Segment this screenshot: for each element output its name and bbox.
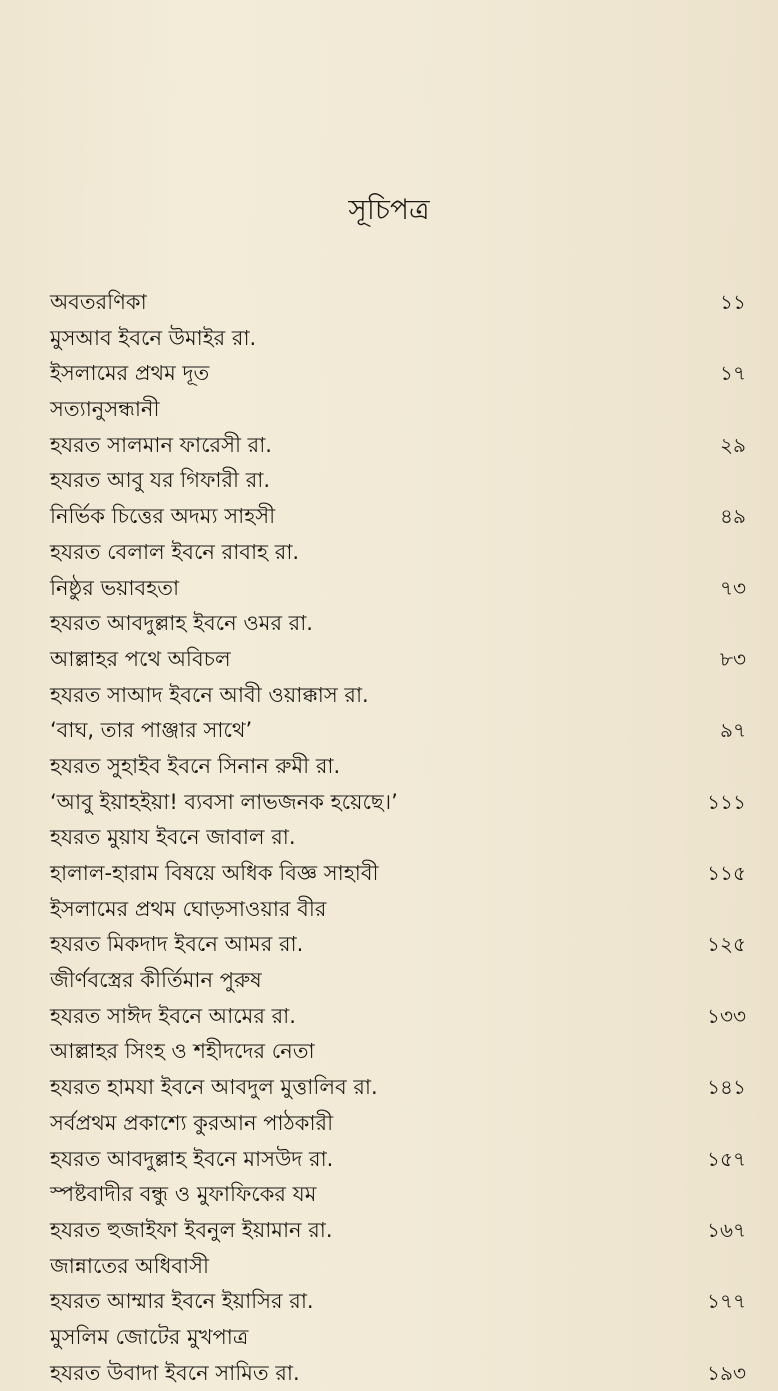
toc-entry (50, 713, 750, 749)
toc-entry-page (746, 749, 750, 785)
toc-entry-title: হযরত বেলাল ইবনে রাবাহ রা. (50, 539, 300, 564)
toc-entry (50, 785, 750, 821)
toc-entry-page (746, 606, 750, 642)
toc-entry-page (746, 820, 750, 856)
toc-entry-page: ২৯ (720, 432, 746, 457)
toc-entry (50, 927, 750, 963)
toc-entry-page (746, 678, 750, 714)
toc-entry-title: হযরত মিকদাদ ইবনে আমর রা. (50, 932, 304, 957)
toc-entry-title: আল্লাহর পথে অবিচল (50, 646, 231, 671)
table-of-contents (50, 285, 750, 1391)
toc-entry-page: ৮৩ (720, 646, 746, 671)
toc-entry-title: হযরত সালমান ফারেসী রা. (50, 432, 272, 457)
toc-entry-title: ‘আবু ইয়াহইয়া! ব্যবসা লাভজনক হয়েছে।’ (50, 789, 398, 814)
toc-entry-title: মুসআব ইবনে উমাইর রা. (50, 325, 257, 350)
toc-entry-page (746, 321, 750, 357)
toc-entry-title: হযরত আবদুল্লাহ ইবনে মাসউদ রা. (50, 1146, 334, 1171)
toc-entry-title: মুসলিম জোটের মুখপাত্র (50, 1324, 249, 1349)
toc-entry-title: সর্বপ্রথম প্রকাশ্যে কুরআন পাঠকারী (50, 1110, 334, 1135)
toc-entry-page: ৭৩ (719, 575, 746, 600)
toc-entry (50, 1106, 750, 1142)
toc-entry-title: ইসলামের প্রথম দূত (50, 361, 210, 386)
toc-entry (50, 1034, 750, 1070)
toc-entry (50, 1142, 750, 1178)
toc-entry (50, 499, 750, 535)
toc-entry-title: জীর্ণবস্ত্রের কীর্তিমান পুরুষ (50, 968, 262, 993)
toc-entry-title: হযরত সুহাইব ইবনে সিনান রুমী রা. (50, 753, 341, 778)
toc-entry-title: নির্ভিক চিত্তের অদম্য সাহসী (50, 504, 276, 529)
toc-entry-page: ১১ (720, 290, 746, 314)
toc-entry-title: হযরত হামযা ইবনে আবদুল মুত্তালিব রা. (50, 1075, 378, 1100)
toc-entry-title: অবতরণিকা (50, 290, 147, 314)
toc-entry (50, 749, 750, 785)
toc-entry (50, 1284, 750, 1320)
toc-entry (50, 285, 750, 321)
toc-entry (50, 356, 750, 392)
toc-entry-title: নিষ্ঠুর ভয়াবহতা (50, 575, 180, 600)
toc-entry-title: ইসলামের প্রথম ঘোড়সাওয়ার বীর (50, 896, 327, 921)
toc-entry-page (746, 392, 750, 428)
toc-entry (50, 999, 750, 1035)
toc-entry-title: হযরত হুজাইফা ইবনুল ইয়ামান রা. (50, 1217, 333, 1242)
toc-entry-title: সত্যানুসন্ধানী (50, 397, 160, 422)
toc-entry-page (746, 892, 750, 928)
toc-entry (50, 463, 750, 499)
toc-entry-title: হযরত আবদুল্লাহ ইবনে ওমর রা. (50, 611, 313, 636)
toc-entry-page (746, 1034, 750, 1070)
toc-entry-page: ১৪১ (707, 1075, 746, 1100)
toc-entry-page: ৯৭ (720, 718, 746, 743)
toc-entry-page: ১১৫ (707, 861, 746, 885)
toc-entry (50, 820, 750, 856)
toc-entry-page: ১৫৭ (707, 1146, 746, 1171)
toc-entry-page (746, 535, 750, 571)
toc-entry-title: হযরত উবাদা ইবনে সামিত রা. (50, 1360, 300, 1385)
toc-entry (50, 856, 750, 892)
toc-entry (50, 1356, 750, 1391)
toc-entry-page (746, 1106, 750, 1142)
toc-entry-page: ১৭ (720, 361, 746, 386)
toc-entry (50, 678, 750, 714)
toc-entry (50, 535, 750, 571)
toc-entry-page: ১৩৩ (707, 1003, 746, 1028)
toc-entry-title: হযরত মুয়ায ইবনে জাবাল রা. (50, 825, 296, 850)
toc-entry (50, 892, 750, 928)
toc-entry (50, 321, 750, 357)
toc-entry-page (746, 1320, 750, 1356)
toc-entry-title: হযরত আম্মার ইবনে ইয়াসির রা. (50, 1289, 314, 1314)
toc-entry-title: আল্লাহর সিংহ ও শহীদদের নেতা (50, 1039, 315, 1064)
toc-entry-title: ‘বাঘ, তার পাঞ্জার সাথে’ (50, 718, 253, 743)
toc-entry-title: হযরত সাআদ ইবনে আবী ওয়াক্কাস রা. (50, 682, 369, 707)
toc-entry-title: স্পষ্টবাদীর বন্ধু ও মুফাফিকের যম (50, 1182, 317, 1207)
toc-entry (50, 1320, 750, 1356)
toc-entry (50, 963, 750, 999)
toc-entry-page: ৪৯ (720, 504, 746, 529)
toc-entry-page (746, 963, 750, 999)
toc-entry (50, 606, 750, 642)
toc-entry (50, 428, 750, 464)
toc-entry (50, 1249, 750, 1285)
toc-entry-page (746, 1249, 750, 1285)
toc-entry-page: ১২৫ (707, 932, 746, 957)
toc-entry (50, 571, 750, 607)
toc-entry (50, 1177, 750, 1213)
toc-entry-title: জান্নাতের অধিবাসী (50, 1253, 210, 1278)
toc-entry-title: হযরত সাঈদ ইবনে আমের রা. (50, 1003, 296, 1028)
toc-entry-page: ১৭৭ (707, 1289, 746, 1314)
toc-entry (50, 392, 750, 428)
toc-entry (50, 642, 750, 678)
page-title: সূচিপত্র (348, 193, 430, 226)
toc-entry-page: ১১১ (707, 789, 746, 814)
toc-entry-page (746, 463, 750, 499)
toc-entry-page: ১৬৭ (707, 1217, 746, 1242)
toc-entry-title: হযরত আবু যর গিফারী রা. (50, 468, 271, 493)
toc-entry (50, 1213, 750, 1249)
toc-entry-title: হালাল-হারাম বিষয়ে অধিক বিজ্ঞ সাহাবী (50, 861, 379, 885)
toc-entry-page: ১৯৩ (707, 1360, 746, 1385)
toc-entry-page (746, 1177, 750, 1213)
toc-entry (50, 1070, 750, 1106)
